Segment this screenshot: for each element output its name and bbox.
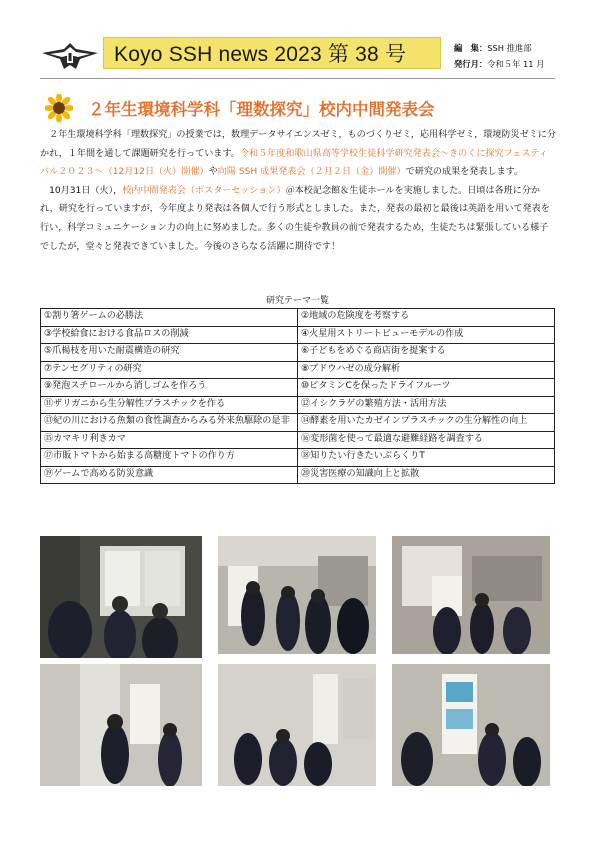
paragraph-2 bbox=[40, 182, 556, 256]
photo-student-at-poster bbox=[40, 664, 202, 786]
themes-caption: 研究テーマ一覧 bbox=[265, 296, 329, 306]
table-row bbox=[41, 449, 555, 467]
table-row bbox=[41, 326, 555, 344]
table-row bbox=[41, 309, 555, 327]
table-row bbox=[41, 344, 555, 362]
p2-highlight-session: 校内中間発表会（ポスターセッション） bbox=[122, 185, 286, 196]
table-row bbox=[41, 379, 555, 397]
theme-cell: ③学校給食における食品ロスの削減 bbox=[41, 326, 298, 344]
p2-text-b: ＠本校記念館＆生徒ホールを実施しました。日頃は各班に分かれ，研究を行っていますが，今年度より発表は各個人で行う形式としました。また，発表の最初と最後は英語を用いて発表を行い，科学コミュニケーション力の向上に努めました。多くの生徒や教員の前で発表するため，生徒たちは緊張している様子でしたが，堂々と発表できていました。今後のさらなる活躍に期待です！ bbox=[40, 185, 550, 252]
issue-date-label: 発行月： bbox=[454, 59, 488, 69]
p2-text-a: 10月31日（火）， bbox=[49, 185, 123, 196]
theme-cell: ②地域の危険度を考察する bbox=[298, 309, 555, 327]
photo-students-presenting bbox=[218, 536, 376, 654]
theme-cell: ⑳災害医療の知識向上と拡散 bbox=[298, 466, 555, 484]
theme-cell: ①割り箸ゲームの必勝法 bbox=[41, 309, 298, 327]
table-row bbox=[41, 414, 555, 432]
theme-cell: ⑦テンセグリティの研究 bbox=[41, 361, 298, 379]
p1-text-a: ２年生環境科学科「理数探究」の授業では，数理データサイエンスゼミ，ものづくりゼミ，応用科学ゼミ，環境防災ゼミに分かれ，１年間を通して課題研究を行っています。 bbox=[40, 130, 556, 159]
school-crest-logo bbox=[40, 39, 100, 73]
issue-date-value: 令和５年 11 月 bbox=[487, 59, 545, 69]
issue-meta bbox=[454, 40, 545, 72]
article-title: ２年生環境科学科「理数探究」校内中間発表会 bbox=[88, 100, 435, 119]
theme-cell: ⑧ブドウハゼの成分解析 bbox=[298, 361, 555, 379]
theme-cell: ⑰市販トマトから始まる高糖度トマトの作り方 bbox=[41, 449, 298, 467]
theme-cell: ④火星用ストリートビューモデルの作成 bbox=[298, 326, 555, 344]
theme-cell: ⑥子どもをめぐる商店街を提案する bbox=[298, 344, 555, 362]
theme-cell: ⑮カマキリ利きカマ bbox=[41, 431, 298, 449]
article-body bbox=[40, 126, 556, 256]
theme-cell: ⑤爪楊枝を用いた耐震構造の研究 bbox=[41, 344, 298, 362]
theme-cell: ⑩ビタミンCを保ったドライフルーツ bbox=[298, 379, 555, 397]
newsletter-title: Koyo SSH news 2023 第 38 号 bbox=[114, 43, 407, 66]
header-divider bbox=[40, 78, 555, 79]
theme-cell: ⑫イシクラゲの繁殖方法・活用方法 bbox=[298, 396, 555, 414]
theme-cell: ⑯変形菌を使って最適な避難経路を調査する bbox=[298, 431, 555, 449]
editor-value: SSH 推進部 bbox=[487, 43, 532, 53]
table-row bbox=[41, 396, 555, 414]
photo-poster-session-room bbox=[218, 664, 376, 786]
theme-cell: ⑬紀の川における魚類の食性調査からみる外来魚駆除の是非 bbox=[41, 414, 298, 432]
theme-cell: ⑱知りたい行きたいぶらくりT bbox=[298, 449, 555, 467]
photo-poster-hall bbox=[40, 536, 202, 658]
table-row bbox=[41, 361, 555, 379]
photo-hallway-posters bbox=[392, 536, 550, 654]
p1-highlight-ssh-event: 向陽 SSH 成果発表会（２月２日（金）開催） bbox=[217, 167, 406, 178]
sunflower-icon bbox=[45, 94, 73, 122]
paragraph-1 bbox=[40, 126, 556, 182]
newsletter-title-banner bbox=[103, 37, 441, 69]
p1-text-b: や bbox=[208, 167, 218, 178]
theme-cell: ⑲ゲームで高める防災意識 bbox=[41, 466, 298, 484]
table-row bbox=[41, 431, 555, 449]
table-row bbox=[41, 466, 555, 484]
photo-presentation-audience bbox=[392, 664, 550, 786]
theme-cell: ⑨発泡スチロールから消しゴムを作ろう bbox=[41, 379, 298, 397]
theme-cell: ⑪ザリガニから生分解性プラスチックを作る bbox=[41, 396, 298, 414]
research-themes-table bbox=[40, 308, 555, 484]
p1-text-c: で研究の成果を発表します。 bbox=[405, 167, 524, 178]
p1-highlight-festival: 令和５年度和歌山県高等学校生徒科学研究発表会～きのくに探究フェスティバル２０２３～（12月12日（火）開催） bbox=[40, 148, 548, 178]
editor-label: 編 集： bbox=[454, 43, 488, 53]
theme-cell: ⑭酵素を用いたカゼインプラスチックの生分解性の向上 bbox=[298, 414, 555, 432]
